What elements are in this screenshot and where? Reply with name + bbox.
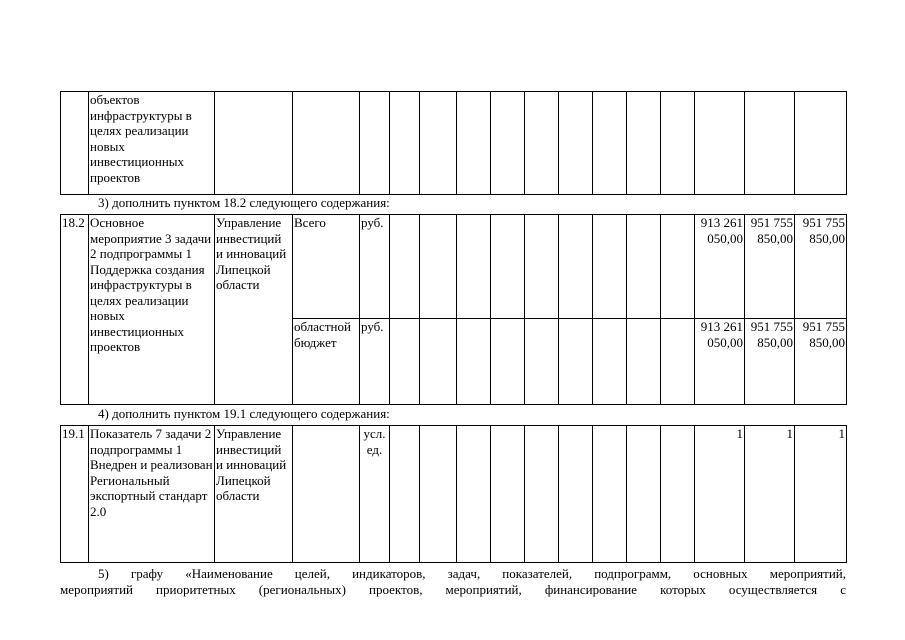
cell-empty <box>627 92 661 195</box>
cell-empty <box>491 215 525 319</box>
cell-value-2: 951 755 850,00 <box>745 215 795 319</box>
cell-empty <box>491 92 525 195</box>
cell-num <box>61 92 89 195</box>
cell-empty <box>457 426 491 563</box>
cell-value-2 <box>745 92 795 195</box>
cell-empty <box>593 215 627 319</box>
cell-empty <box>593 92 627 195</box>
cell-empty <box>627 426 661 563</box>
cell-empty <box>491 319 525 405</box>
cell-empty <box>559 92 593 195</box>
paragraph-5-line-2: мероприятий приоритетных (региональных) проектов, мероприятий, финансирование которых осуществляется с <box>60 581 846 597</box>
cell-empty <box>390 92 420 195</box>
cell-value-1: 1 <box>695 426 745 563</box>
table-row <box>61 92 847 195</box>
cell-name: объектов инфраструктуры в целях реализации новых инвестиционных проектов <box>89 92 215 195</box>
table-row <box>61 426 847 563</box>
cell-value-3: 951 755 850,00 <box>795 215 847 319</box>
cell-unit: руб. <box>360 215 390 319</box>
table-19-1 <box>60 425 847 563</box>
cell-name: Основное мероприятие 3 задачи 2 подпрограммы 1 Поддержка создания инфраструктуры в целях реализации новых инвестиционных проектов <box>89 215 215 405</box>
cell-value-3: 1 <box>795 426 847 563</box>
note-add-19-1: 4) дополнить пунктом 19.1 следующего содержания: <box>98 406 390 421</box>
cell-executor <box>215 92 293 195</box>
cell-value-1: 913 261 050,00 <box>695 319 745 405</box>
cell-unit: усл. ед. <box>360 426 390 563</box>
cell-source <box>293 426 360 563</box>
table-row <box>61 215 847 319</box>
cell-executor: Управление инвестиций и инноваций Липецкой области <box>215 426 293 563</box>
cell-source <box>293 92 360 195</box>
cell-value-1: 913 261 050,00 <box>695 215 745 319</box>
cell-empty <box>525 319 559 405</box>
cell-empty <box>390 319 420 405</box>
cell-source: Всего <box>293 215 360 319</box>
cell-value-3: 951 755 850,00 <box>795 319 847 405</box>
table-18-2 <box>60 214 847 405</box>
cell-value-2: 1 <box>745 426 795 563</box>
cell-value-2: 951 755 850,00 <box>745 319 795 405</box>
cell-empty <box>525 92 559 195</box>
cell-unit: руб. <box>360 319 390 405</box>
paragraph-5-line-1: 5) графу «Наименование целей, индикаторов, задач, показателей, подпрограмм, основных мероприятий, <box>98 566 846 581</box>
cell-empty <box>420 319 457 405</box>
cell-name: Показатель 7 задачи 2 подпрограммы 1 Внедрен и реализован Региональный экспортный стандарт 2.0 <box>89 426 215 563</box>
cell-empty <box>593 426 627 563</box>
cell-empty <box>661 215 695 319</box>
cell-empty <box>390 215 420 319</box>
cell-unit <box>360 92 390 195</box>
cell-value-1 <box>695 92 745 195</box>
cell-num: 18.2 <box>61 215 89 405</box>
cell-empty <box>661 319 695 405</box>
cell-empty <box>491 426 525 563</box>
cell-empty <box>390 426 420 563</box>
cell-empty <box>627 319 661 405</box>
cell-empty <box>593 319 627 405</box>
cell-empty <box>420 426 457 563</box>
cell-empty <box>525 426 559 563</box>
cell-empty <box>525 215 559 319</box>
cell-empty <box>559 319 593 405</box>
cell-empty <box>420 215 457 319</box>
cell-executor: Управление инвестиций и инноваций Липецкой области <box>215 215 293 405</box>
cell-empty <box>661 426 695 563</box>
cell-empty <box>457 92 491 195</box>
cell-source: областной бюджет <box>293 319 360 405</box>
cell-empty <box>559 426 593 563</box>
cell-num: 19.1 <box>61 426 89 563</box>
paragraph-5 <box>60 566 846 597</box>
cell-empty <box>559 215 593 319</box>
cell-empty <box>420 92 457 195</box>
cell-empty <box>457 215 491 319</box>
cell-empty <box>661 92 695 195</box>
cell-empty <box>627 215 661 319</box>
table-continuation <box>60 91 847 195</box>
cell-empty <box>457 319 491 405</box>
note-add-18-2: 3) дополнить пунктом 18.2 следующего содержания: <box>98 195 390 210</box>
cell-value-3 <box>795 92 847 195</box>
